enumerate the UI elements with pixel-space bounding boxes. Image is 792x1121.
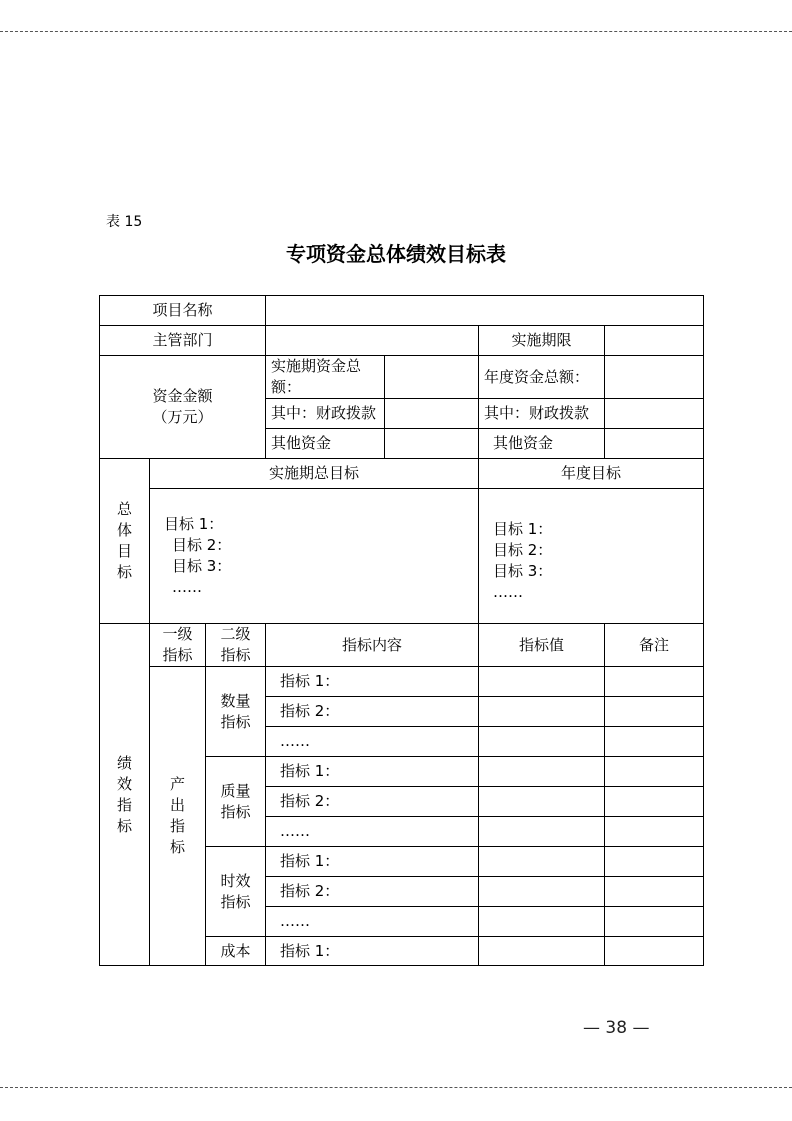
quality-remark-1[interactable] — [605, 757, 704, 787]
other-label-left: 其他资金 — [266, 429, 385, 459]
quantity-value-1[interactable] — [479, 667, 605, 697]
period-total-label: 实施期资金总额： — [266, 356, 385, 399]
table-number-label: 表 15 — [106, 214, 143, 230]
quantity-remark-1[interactable] — [605, 667, 704, 697]
quantity-remark-2[interactable] — [605, 697, 704, 727]
quantity-value-more[interactable] — [479, 727, 605, 757]
row-dept — [100, 326, 704, 356]
timeliness-item-1[interactable]: 指标 1： — [266, 847, 479, 877]
period-label: 实施期限 — [479, 326, 605, 356]
annual-goal-2: 目标 2： — [493, 541, 553, 559]
timeliness-item-2[interactable]: 指标 2： — [266, 877, 479, 907]
quantity-indicator-label: 数量 指标 — [206, 667, 266, 757]
quality-item-1[interactable]: 指标 1： — [266, 757, 479, 787]
performance-goal-table — [99, 295, 704, 966]
quantity-item-2[interactable]: 指标 2： — [266, 697, 479, 727]
timeliness-value-1[interactable] — [479, 847, 605, 877]
quantity-remark-more[interactable] — [605, 727, 704, 757]
funds-label — [100, 356, 266, 459]
table-row — [100, 667, 704, 697]
quantity-value-2[interactable] — [479, 697, 605, 727]
period-goal-more: …… — [172, 578, 202, 596]
content-header: 指标内容 — [266, 624, 479, 667]
other-field-left[interactable] — [385, 429, 479, 459]
row-period-total — [100, 356, 704, 399]
funds-label-line1: 资金金额 — [152, 387, 213, 405]
overall-goal-label: 总 体 目 标 — [100, 459, 150, 624]
perf-indicator-label: 绩 效 指 标 — [100, 624, 150, 966]
bottom-dashed-rule — [0, 1087, 792, 1088]
fiscal-label-left: 其中：财政拨款 — [266, 399, 385, 429]
period-goal-header: 实施期总目标 — [150, 459, 479, 489]
other-label-right: 其他资金 — [479, 429, 605, 459]
period-total-field[interactable] — [385, 356, 479, 399]
timeliness-indicator-label: 时效 指标 — [206, 847, 266, 937]
fiscal-field-right[interactable] — [605, 399, 704, 429]
annual-goal-more: …… — [493, 583, 523, 601]
quality-remark-more[interactable] — [605, 817, 704, 847]
period-goals-cell[interactable] — [150, 489, 479, 624]
timeliness-remark-more[interactable] — [605, 907, 704, 937]
period-goal-3: 目标 3： — [172, 557, 232, 575]
page-number: — 38 — — [583, 1018, 650, 1038]
annual-goal-1: 目标 1： — [493, 520, 553, 538]
quality-value-2[interactable] — [479, 787, 605, 817]
row-goals — [100, 489, 704, 624]
timeliness-remark-2[interactable] — [605, 877, 704, 907]
quantity-item-1[interactable]: 指标 1： — [266, 667, 479, 697]
funds-label-line2: （万元） — [152, 408, 213, 426]
page-title: 专项资金总体绩效目标表 — [286, 242, 506, 266]
level1-header: 一级 指标 — [150, 624, 206, 667]
row-goal-headers — [100, 459, 704, 489]
timeliness-item-more[interactable]: …… — [266, 907, 479, 937]
annual-total-label: 年度资金总额： — [479, 356, 605, 399]
cost-value-1[interactable] — [479, 937, 605, 966]
annual-goals-cell[interactable] — [479, 489, 704, 624]
quality-item-2[interactable]: 指标 2： — [266, 787, 479, 817]
quality-value-1[interactable] — [479, 757, 605, 787]
annual-goal-header: 年度目标 — [479, 459, 704, 489]
project-name-label: 项目名称 — [100, 296, 266, 326]
annual-goal-3: 目标 3： — [493, 562, 553, 580]
quantity-item-more[interactable]: …… — [266, 727, 479, 757]
project-name-field[interactable] — [266, 296, 704, 326]
row-indicator-headers — [100, 624, 704, 667]
cost-remark-1[interactable] — [605, 937, 704, 966]
dept-field[interactable] — [266, 326, 479, 356]
cost-indicator-label: 成本 — [206, 937, 266, 966]
timeliness-value-2[interactable] — [479, 877, 605, 907]
value-header: 指标值 — [479, 624, 605, 667]
other-field-right[interactable] — [605, 429, 704, 459]
row-project-name — [100, 296, 704, 326]
output-indicator-label: 产 出 指 标 — [150, 667, 206, 966]
fiscal-field-left[interactable] — [385, 399, 479, 429]
cost-item-1[interactable]: 指标 1： — [266, 937, 479, 966]
remark-header: 备注 — [605, 624, 704, 667]
quality-item-more[interactable]: …… — [266, 817, 479, 847]
annual-total-field[interactable] — [605, 356, 704, 399]
quality-remark-2[interactable] — [605, 787, 704, 817]
timeliness-value-more[interactable] — [479, 907, 605, 937]
period-goal-1: 目标 1： — [164, 515, 224, 533]
quality-value-more[interactable] — [479, 817, 605, 847]
quality-indicator-label: 质量 指标 — [206, 757, 266, 847]
period-field[interactable] — [605, 326, 704, 356]
fiscal-label-right: 其中：财政拨款 — [479, 399, 605, 429]
period-goal-2: 目标 2： — [172, 536, 232, 554]
level2-header: 二级 指标 — [206, 624, 266, 667]
top-dashed-rule — [0, 31, 792, 32]
dept-label: 主管部门 — [100, 326, 266, 356]
timeliness-remark-1[interactable] — [605, 847, 704, 877]
